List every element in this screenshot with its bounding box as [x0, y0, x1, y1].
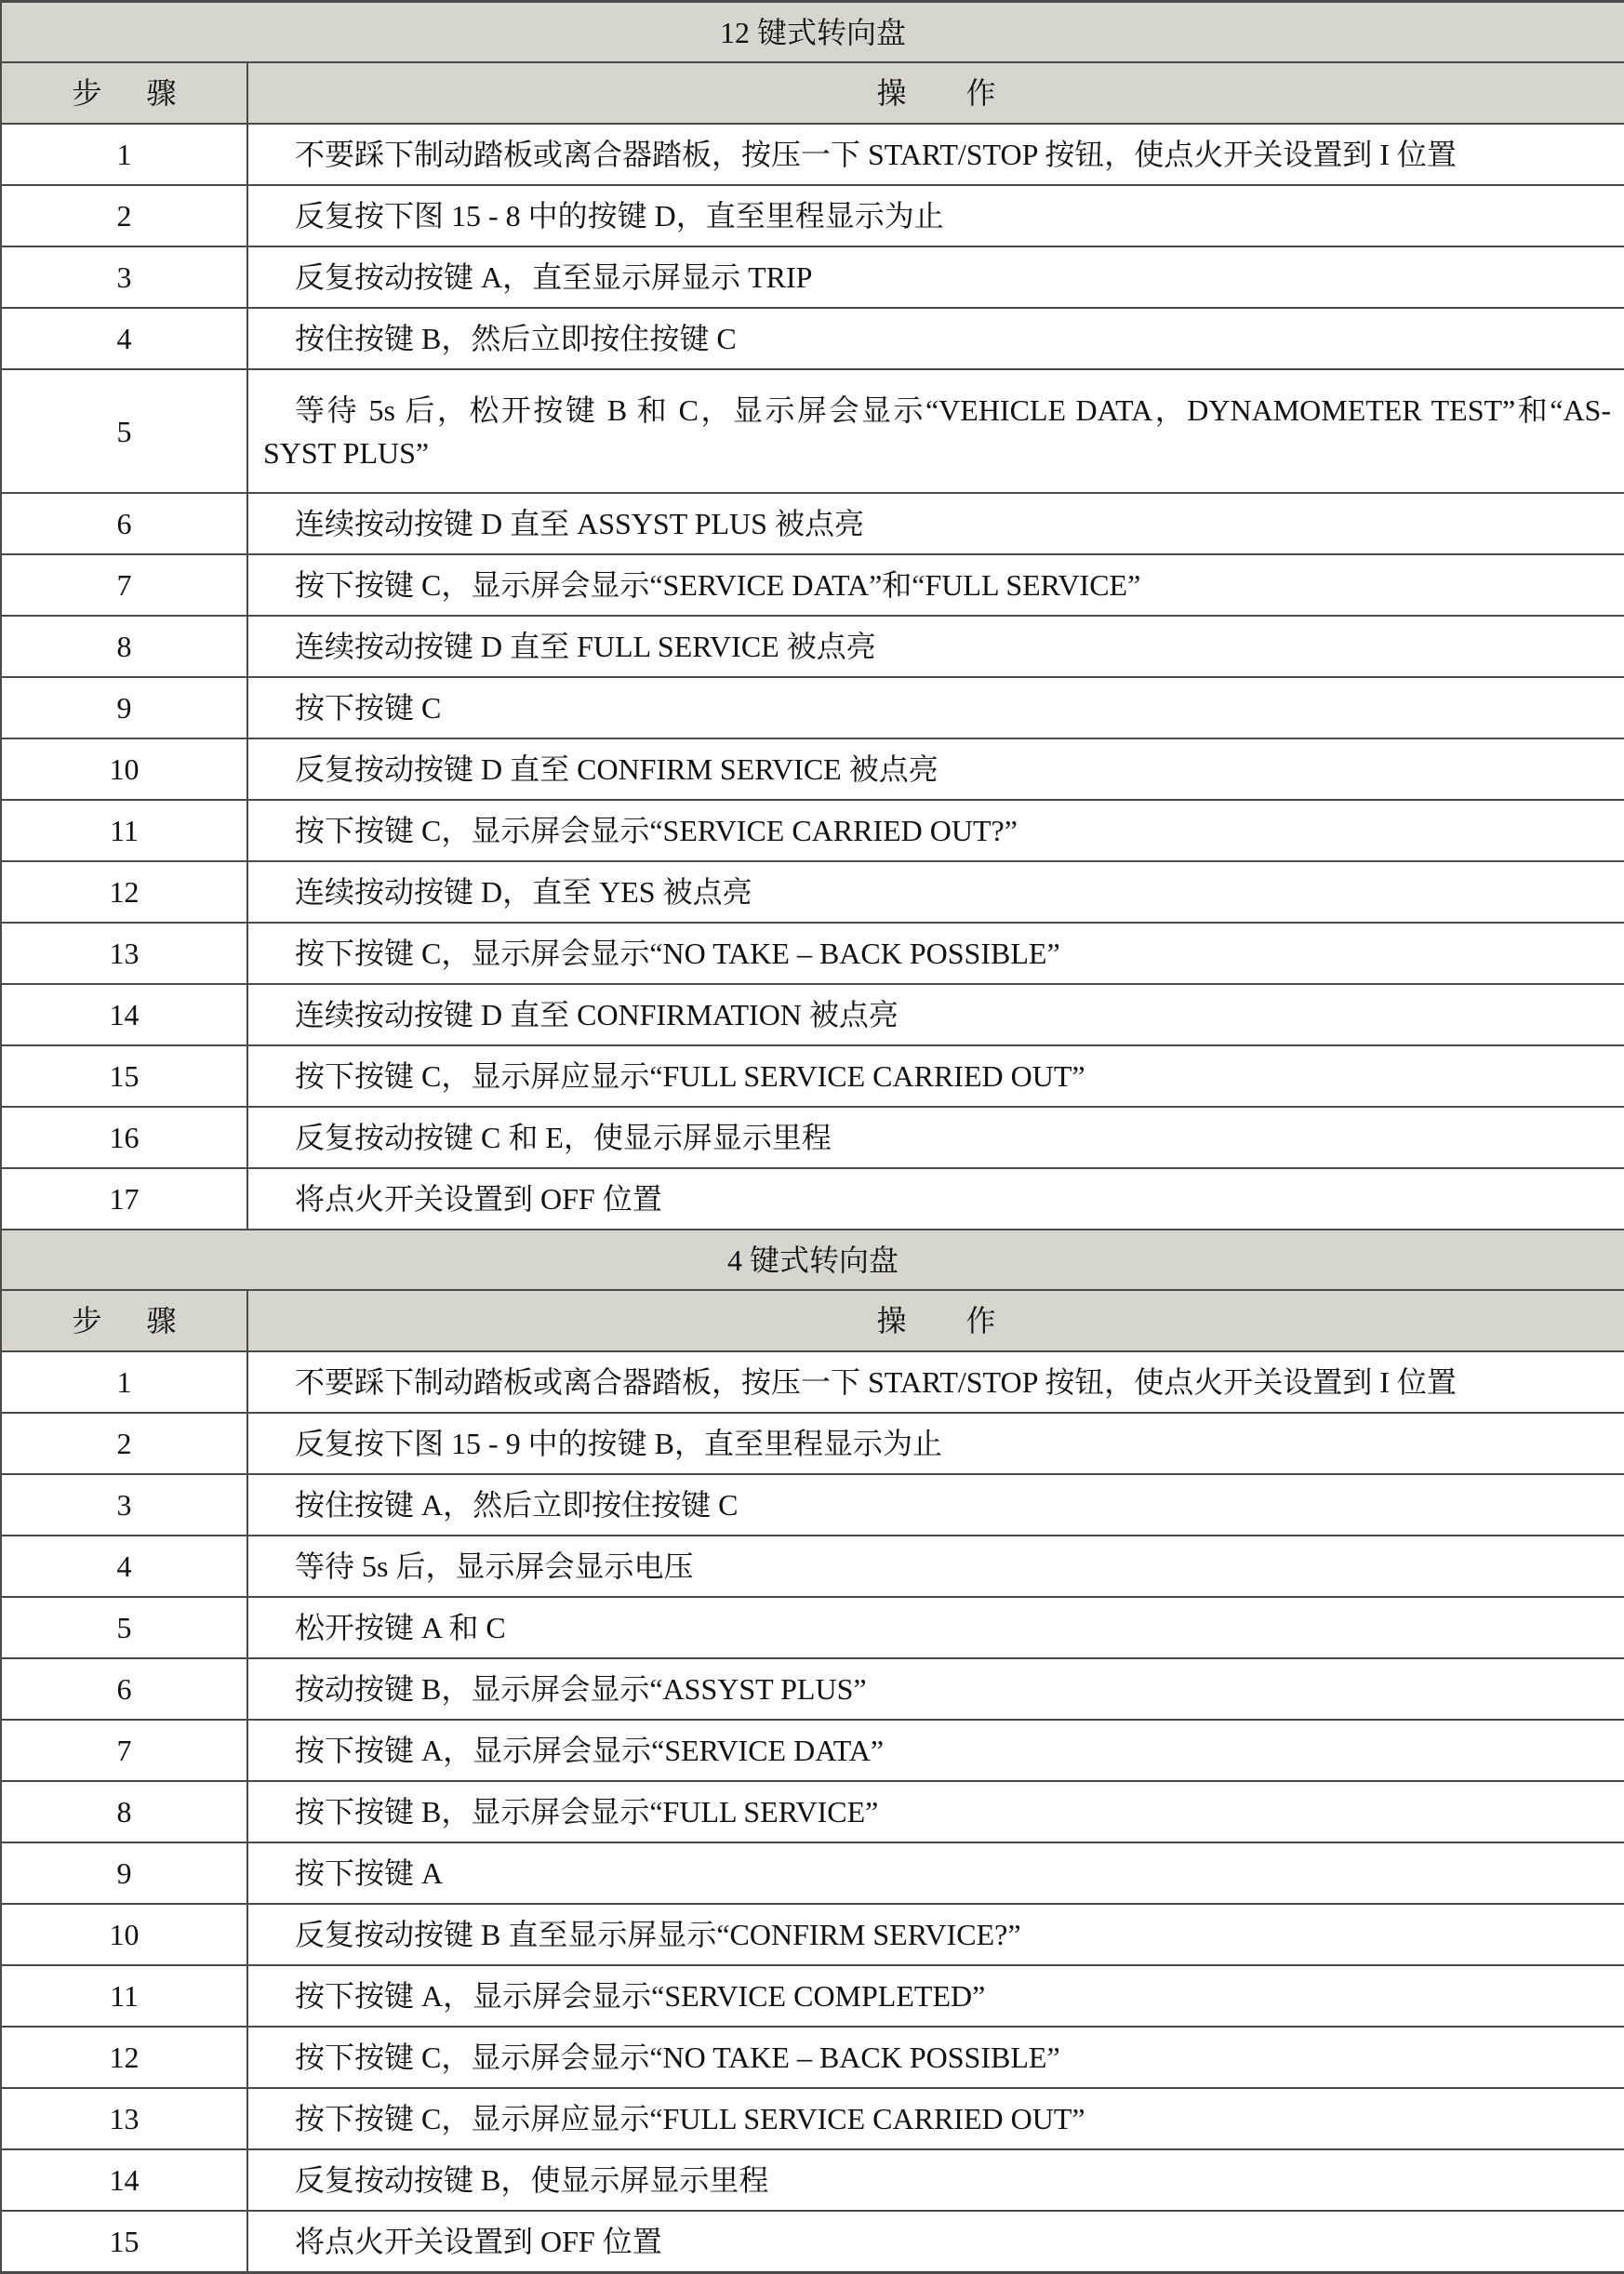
step-number: 14: [1, 2149, 247, 2211]
table-row: [1, 246, 1624, 308]
step-operation: 连续按动按键 D，直至 YES 被点亮: [247, 861, 1624, 923]
step-operation: 连续按动按键 D 直至 CONFIRMATION 被点亮: [247, 984, 1624, 1045]
step-number: 12: [1, 861, 247, 923]
step-operation: 松开按键 A 和 C: [247, 1597, 1624, 1658]
step-number: 17: [1, 1168, 247, 1230]
step-number: 5: [1, 369, 247, 493]
step-number: 9: [1, 1842, 247, 1904]
step-operation: 按住按键 B，然后立即按住按键 C: [247, 308, 1624, 369]
table-row: [1, 2088, 1624, 2149]
step-operation: 按下按键 C: [247, 677, 1624, 738]
step-operation: 按下按键 C，显示屏应显示“FULL SERVICE CARRIED OUT”: [247, 2088, 1624, 2149]
step-number: 8: [1, 1781, 247, 1842]
section-title: 4 键式转向盘: [1, 1230, 1624, 1290]
step-number: 9: [1, 677, 247, 738]
step-operation: 反复按动按键 D 直至 CONFIRM SERVICE 被点亮: [247, 738, 1624, 800]
column-header-row: [1, 1290, 1624, 1351]
step-number: 2: [1, 1413, 247, 1474]
step-operation: 反复按动按键 A，直至显示屏显示 TRIP: [247, 246, 1624, 308]
table-row: [1, 616, 1624, 677]
step-operation: 按下按键 C，显示屏会显示“SERVICE CARRIED OUT?”: [247, 800, 1624, 861]
step-operation: 反复按下图 15 - 9 中的按键 B，直至里程显示为止: [247, 1413, 1624, 1474]
step-number: 11: [1, 800, 247, 861]
table-row: [1, 185, 1624, 246]
operation-column-header: 操 作: [247, 62, 1624, 124]
table-row: [1, 1536, 1624, 1597]
step-number: 3: [1, 1474, 247, 1536]
table-row: [1, 1597, 1624, 1658]
step-operation: 按下按键 A，显示屏会显示“SERVICE COMPLETED”: [247, 1965, 1624, 2027]
table-row: [1, 2211, 1624, 2273]
step-column-header: 步 骤: [1, 1290, 247, 1351]
step-number: 1: [1, 124, 247, 185]
step-number: 14: [1, 984, 247, 1045]
step-operation: 连续按动按键 D 直至 ASSYST PLUS 被点亮: [247, 493, 1624, 554]
step-number: 16: [1, 1107, 247, 1168]
table-row: [1, 1781, 1624, 1842]
step-operation: 不要踩下制动踏板或离合器踏板，按压一下 START/STOP 按钮，使点火开关设置到 I 位置: [247, 1351, 1624, 1413]
step-operation: 按下按键 C，显示屏会显示“NO TAKE – BACK POSSIBLE”: [247, 2027, 1624, 2088]
step-operation: 按下按键 C，显示屏会显示“SERVICE DATA”和“FULL SERVICE”: [247, 554, 1624, 616]
step-number: 1: [1, 1351, 247, 1413]
step-number: 7: [1, 554, 247, 616]
step-operation: 按下按键 B，显示屏会显示“FULL SERVICE”: [247, 1781, 1624, 1842]
table-row: [1, 1107, 1624, 1168]
step-number: 7: [1, 1720, 247, 1781]
table-row: [1, 1720, 1624, 1781]
step-number: 4: [1, 1536, 247, 1597]
step-operation: 按动按键 B，显示屏会显示“ASSYST PLUS”: [247, 1658, 1624, 1720]
table-row: [1, 1965, 1624, 2027]
step-operation: 按下按键 C，显示屏会显示“NO TAKE – BACK POSSIBLE”: [247, 923, 1624, 984]
column-header-row: [1, 62, 1624, 124]
step-operation: 反复按动按键 C 和 E，使显示屏显示里程: [247, 1107, 1624, 1168]
table-row: [1, 308, 1624, 369]
step-number: 13: [1, 923, 247, 984]
table-row: [1, 1658, 1624, 1720]
table-row: [1, 1168, 1624, 1230]
step-operation: 按下按键 A，显示屏会显示“SERVICE DATA”: [247, 1720, 1624, 1781]
table-row: [1, 1351, 1624, 1413]
step-operation: 将点火开关设置到 OFF 位置: [247, 2211, 1624, 2273]
section-title: 12 键式转向盘: [1, 2, 1624, 63]
table-row: [1, 493, 1624, 554]
step-number: 11: [1, 1965, 247, 2027]
step-operation: 按下按键 C，显示屏应显示“FULL SERVICE CARRIED OUT”: [247, 1045, 1624, 1107]
step-number: 8: [1, 616, 247, 677]
step-operation: 反复按动按键 B 直至显示屏显示“CONFIRM SERVICE?”: [247, 1904, 1624, 1965]
step-number: 3: [1, 246, 247, 308]
table-row: [1, 984, 1624, 1045]
step-column-header: 步 骤: [1, 62, 247, 124]
table-row: [1, 861, 1624, 923]
step-number: 15: [1, 2211, 247, 2273]
step-number: 10: [1, 1904, 247, 1965]
step-operation: 按住按键 A，然后立即按住按键 C: [247, 1474, 1624, 1536]
step-operation: 反复按动按键 B，使显示屏显示里程: [247, 2149, 1624, 2211]
step-number: 2: [1, 185, 247, 246]
table-row: [1, 1904, 1624, 1965]
step-number: 6: [1, 1658, 247, 1720]
table-row: [1, 1474, 1624, 1536]
section-title-row: [1, 1230, 1624, 1290]
table-row: [1, 923, 1624, 984]
step-number: 5: [1, 1597, 247, 1658]
table-row: [1, 554, 1624, 616]
step-operation: 将点火开关设置到 OFF 位置: [247, 1168, 1624, 1230]
table-row: [1, 2149, 1624, 2211]
step-operation: 等待 5s 后，显示屏会显示电压: [247, 1536, 1624, 1597]
step-operation: 等待 5s 后，松开按键 B 和 C，显示屏会显示“VEHICLE DATA，DYNAMOMETER TEST”和“AS-SYST PLUS”: [247, 369, 1624, 493]
table-row: [1, 800, 1624, 861]
operation-column-header: 操 作: [247, 1290, 1624, 1351]
table-row: [1, 677, 1624, 738]
step-number: 4: [1, 308, 247, 369]
step-operation: 按下按键 A: [247, 1842, 1624, 1904]
table-row: [1, 738, 1624, 800]
step-operation: 不要踩下制动踏板或离合器踏板，按压一下 START/STOP 按钮，使点火开关设置到 I 位置: [247, 124, 1624, 185]
step-operation: 反复按下图 15 - 8 中的按键 D，直至里程显示为止: [247, 185, 1624, 246]
step-number: 12: [1, 2027, 247, 2088]
table-row: [1, 2027, 1624, 2088]
section-title-row: [1, 2, 1624, 63]
step-number: 6: [1, 493, 247, 554]
table-row: [1, 124, 1624, 185]
step-number: 15: [1, 1045, 247, 1107]
table-row: [1, 1842, 1624, 1904]
table-row: [1, 1045, 1624, 1107]
step-number: 13: [1, 2088, 247, 2149]
step-operation: 连续按动按键 D 直至 FULL SERVICE 被点亮: [247, 616, 1624, 677]
table-row: [1, 1413, 1624, 1474]
table-row: [1, 369, 1624, 493]
step-number: 10: [1, 738, 247, 800]
